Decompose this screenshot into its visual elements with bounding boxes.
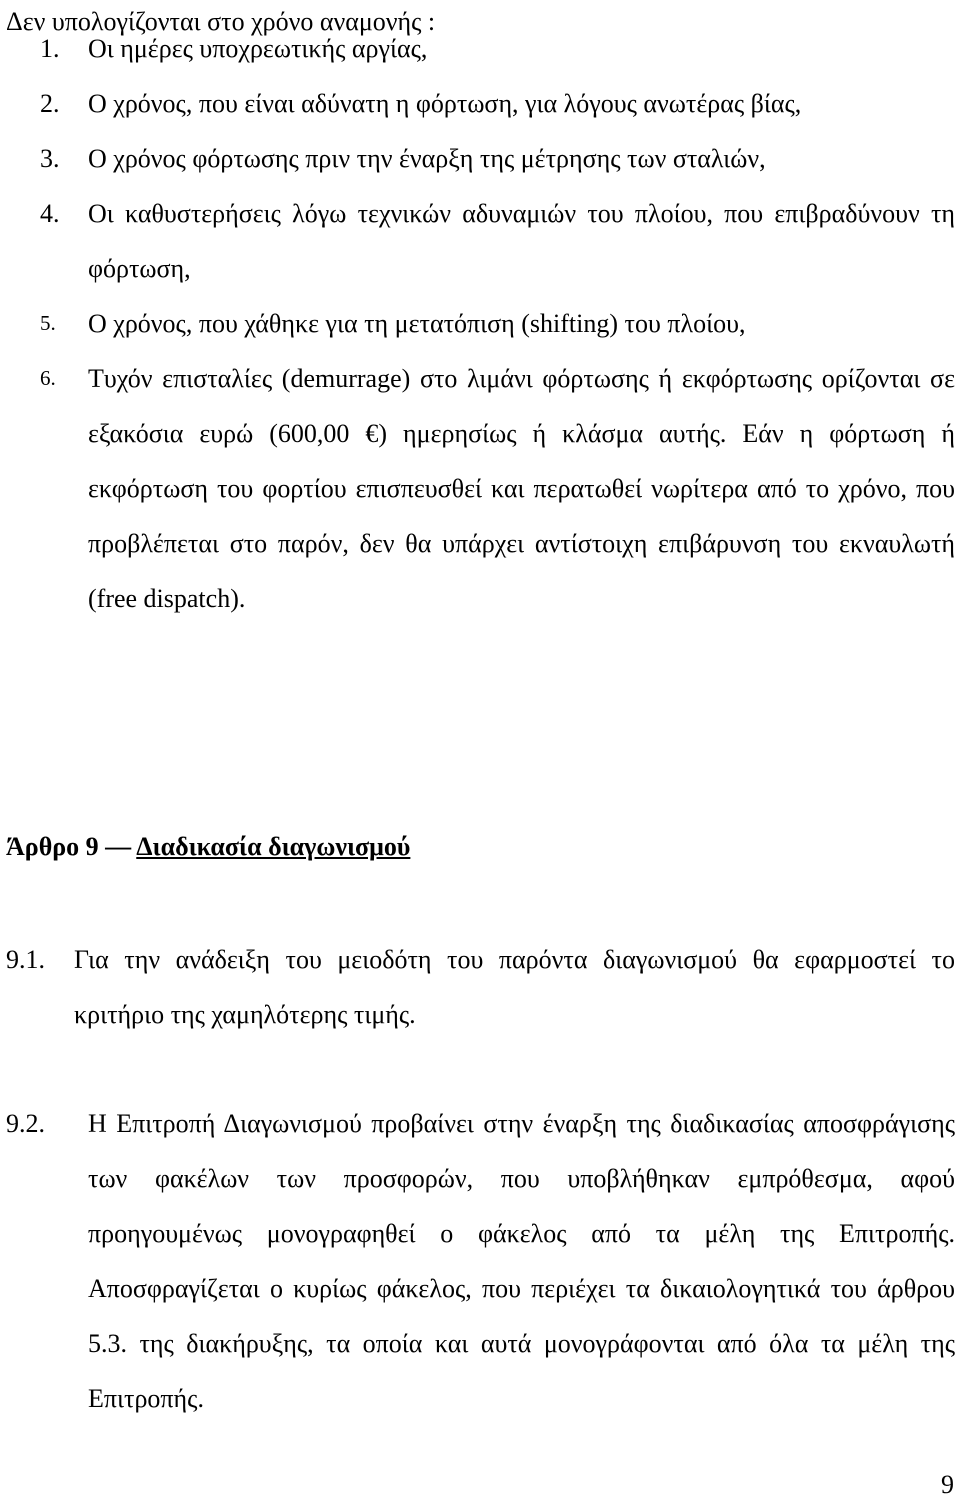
list-item-number: 5.: [40, 311, 56, 335]
section-9-1: [6, 932, 955, 1042]
list-item-text: Ο χρόνος φόρτωσης πριν την έναρξη της μέτρησης των σταλιών,: [88, 144, 766, 173]
list-item-text: Ο χρόνος, που είναι αδύνατη η φόρτωση, για λόγους ανωτέρας βίας,: [88, 89, 802, 118]
exclusions-list: [0, 21, 955, 626]
list-item-number: 6.: [40, 366, 56, 390]
section-9-2: [6, 1096, 955, 1426]
list-item: [0, 351, 955, 626]
list-item-text: Τυχόν επισταλίες (demurrage) στο λιμάνι φόρτωσης ή εκφόρτωσης ορίζονται σε εξακόσια ευρώ (600,00 €) ημερησίως ή κλάσμα αυτής. Εάν η φόρτωση ή εκφόρτωση του φορτίου επισπευσθεί και περατωθεί νωρίτερα από το χρόνο, που προβλέπεται στο παρόν, δεν θα υπάρχει αντίστοιχη επιβάρυνση του εκναυλωτή (free dispatch).: [88, 364, 955, 613]
section-text: Η Επιτροπή Διαγωνισμού προβαίνει στην έναρξη της διαδικασίας αποσφράγισης των φακέλων των προσφορών, που υποβλήθηκαν εμπρόθεσμα, αφού προηγουμένως μονογραφηθεί ο φάκελος από τα μέλη της Επιτροπής. Αποσφραγίζεται ο κυρίως φάκελος, που περιέχει τα δικαιολογητικά του άρθρου 5.3. της διακήρυξης, τα οποία και αυτά μονογράφονται από όλα τα μέλη της Επιτροπής.: [88, 1109, 955, 1413]
list-item: [0, 131, 955, 186]
list-item-text: Ο χρόνος, που χάθηκε για τη μετατόπιση (shifting) του πλοίου,: [88, 309, 746, 338]
intro-text: Δεν υπολογίζονται στο χρόνο αναμονής :: [6, 7, 436, 36]
section-text: Για την ανάδειξη του μειοδότη του παρόντα διαγωνισμού θα εφαρμοστεί το κριτήριο της χαμηλότερης τιμής.: [74, 945, 955, 1029]
list-item-number: 3.: [40, 144, 60, 173]
article-heading-prefix: Άρθρο 9 —: [6, 832, 137, 861]
list-item-text: Οι ημέρες υποχρεωτικής αργίας,: [88, 34, 428, 63]
list-item: [0, 186, 955, 296]
list-item-number: 1.: [40, 34, 60, 63]
list-item-number: 2.: [40, 89, 60, 118]
page-number: 9: [941, 1470, 954, 1499]
list-item-text: Οι καθυστερήσεις λόγω τεχνικών αδυναμιών του πλοίου, που επιβραδύνουν τη φόρτωση,: [88, 199, 955, 283]
list-item-number: 4.: [40, 199, 60, 228]
list-item: [0, 76, 955, 131]
article-heading-title: Διαδικασία διαγωνισμού: [136, 832, 411, 861]
section-number: 9.1.: [6, 945, 45, 974]
list-item: [0, 296, 955, 351]
section-number: 9.2.: [6, 1109, 45, 1138]
article-heading: [6, 819, 410, 874]
list-item: [0, 21, 955, 76]
